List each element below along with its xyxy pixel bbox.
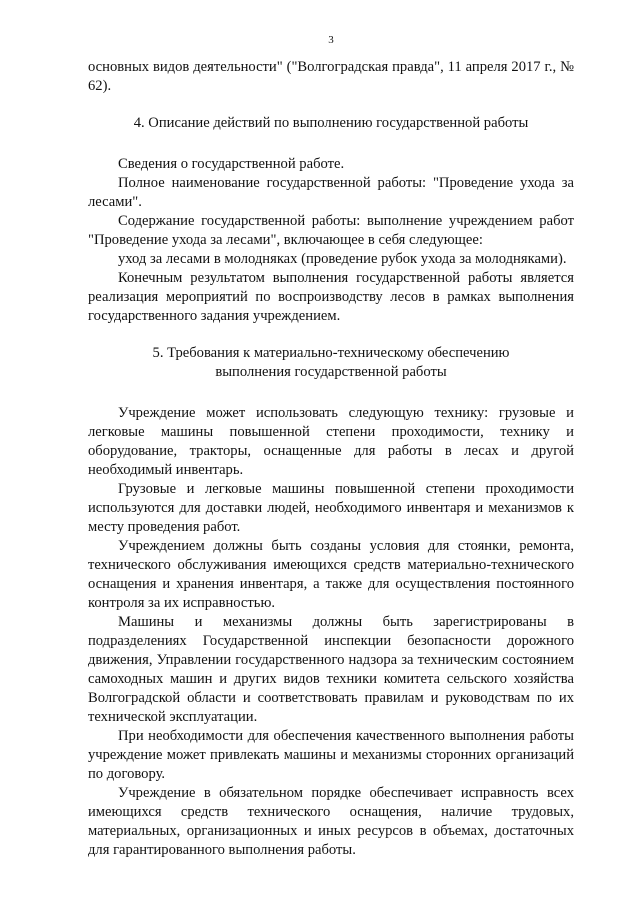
section-5-paragraph: Машины и механизмы должны быть зарегистрированы в подразделениях Государственной инспекции безопасности дорожного движения, Управлении государственного надзора за техническим состоянием самоходных машин и других видов техники комитета сельского хозяйства Волгоградской области и соответствовать правилам и руководствам по их технической эксплуатации.	[88, 614, 574, 725]
section-4-paragraph: Конечным результатом выполнения государственной работы является реализация мероприятий по воспроизводству лесов в рамках выполнения государственного задания учреждением.	[88, 270, 574, 324]
section-5-paragraph: Грузовые и легковые машины повышенной степени проходимости используются для доставки людей, необходимого инвентаря и механизмов к месту проведения работ.	[88, 481, 574, 535]
section-4-title: 4. Описание действий по выполнению государственной работы	[133, 115, 529, 131]
section-4-paragraph: Полное наименование государственной работы: "Проведение ухода за лесами".	[88, 175, 574, 210]
intro-continuation: основных видов деятельности" ("Волгоградская правда", 11 апреля 2017 г., № 62).	[88, 59, 574, 94]
section-4-paragraph: Содержание государственной работы: выполнение учреждением работ "Проведение ухода за лесами", включающее в себя следующее:	[88, 213, 574, 248]
section-5-title-line-1: 5. Требования к материально-техническому обеспечению	[152, 345, 510, 361]
section-5-paragraph: Учреждение в обязательном порядке обеспечивает исправность всех имеющихся средств технического оснащения, наличие трудовых, материальных, организационных и иных ресурсов в объемах, достаточных для гарантированного выполнения работы.	[88, 785, 574, 858]
section-5-title	[88, 344, 574, 382]
section-5-title-line-2: выполнения государственной работы	[215, 364, 447, 380]
section-5-paragraph: При необходимости для обеспечения качественного выполнения работы учреждение может привлекать машины и механизмы сторонних организаций по договору.	[88, 728, 574, 782]
page-number: 3	[328, 34, 334, 46]
section-4-paragraph: Сведения о государственной работе.	[118, 156, 345, 172]
section-5-paragraph: Учреждение может использовать следующую технику: грузовые и легковые машины повышенной степени проходимости, технику и оборудование, тракторы, оснащенные для работы в лесах и другой необходимый инвентарь.	[88, 405, 574, 478]
section-5-paragraph: Учреждением должны быть созданы условия для стоянки, ремонта, технического обслуживания имеющихся средств материально-технического оснащения и хранения инвентаря, а также для осуществления постоянного контроля за их исправностью.	[88, 538, 574, 611]
section-4-paragraph: уход за лесами в молодняках (проведение рубок ухода за молодняками).	[118, 251, 567, 267]
